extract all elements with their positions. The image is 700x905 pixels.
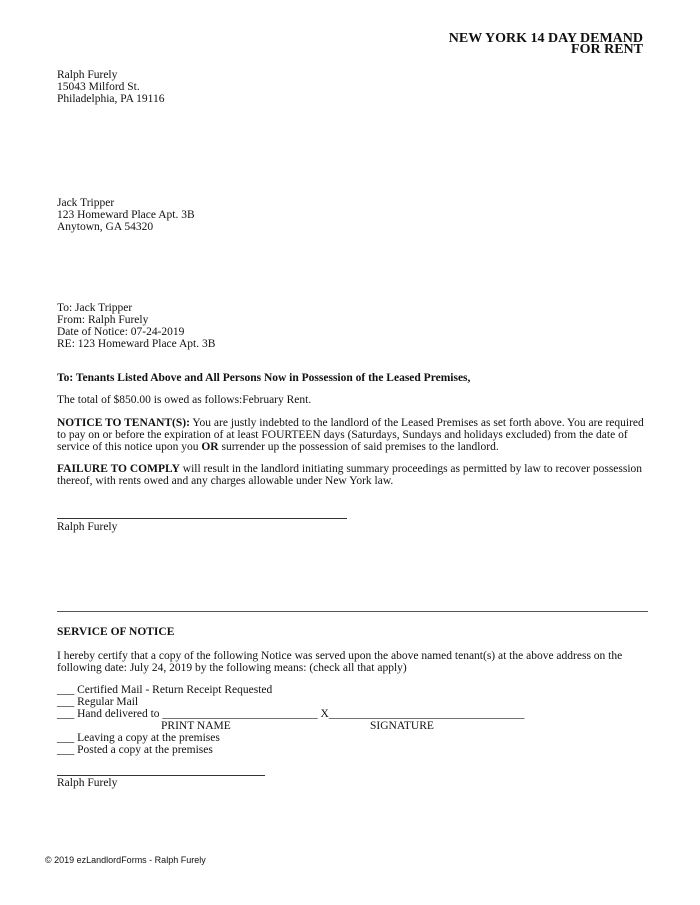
- memo-re: RE: 123 Homeward Place Apt. 3B: [57, 338, 216, 350]
- option-certified-mail[interactable]: ___ Certified Mail - Return Receipt Requested: [57, 684, 273, 696]
- print-name-label: PRINT NAME: [161, 720, 231, 732]
- option-posted-copy[interactable]: ___ Posted a copy at the premises: [57, 744, 213, 756]
- option-regular-mail[interactable]: ___ Regular Mail: [57, 696, 139, 708]
- memo-block: [57, 302, 215, 350]
- document-title: [449, 33, 643, 55]
- sender-city: Philadelphia, PA 19116: [57, 93, 165, 105]
- sender-street: 15043 Milford St.: [57, 81, 140, 93]
- landlord-signature-name: Ralph Furely: [57, 521, 118, 533]
- service-heading: SERVICE OF NOTICE: [57, 626, 175, 638]
- failure-text: will result in the landlord initiating summary proceedings as permitted by law to recover possession thereof, with rents owed and any charges allowable under New York law.: [57, 463, 643, 487]
- server-name: Ralph Furely: [57, 777, 118, 789]
- sender-name: Ralph Furely: [57, 69, 118, 81]
- hand-delivered-labels: [57, 720, 524, 732]
- recipient-street: 123 Homeward Place Apt. 3B: [57, 209, 195, 221]
- total-owed: The total of $850.00 is owed as follows:February Rent.: [57, 394, 312, 406]
- option-hand-delivered[interactable]: ___ Hand delivered to ___________________________ X__________________________________: [57, 708, 525, 720]
- title-line-1: NEW YORK 14 DAY DEMAND: [448, 31, 643, 46]
- memo-from: From: Ralph Furely: [57, 314, 149, 326]
- title-line-2: FOR RENT: [571, 42, 643, 57]
- signature-line: [57, 518, 347, 519]
- sender-address: [57, 69, 164, 105]
- service-options: [57, 684, 524, 756]
- notice-or: OR: [201, 441, 219, 453]
- notice-text-2: surrender up the possession of said premises to the landlord.: [218, 441, 499, 453]
- memo-to: To: Jack Tripper: [57, 302, 133, 314]
- server-signature-line: [57, 775, 265, 776]
- recipient-address: [57, 197, 195, 233]
- notice-label: NOTICE TO TENANT(S):: [57, 417, 190, 429]
- section-divider: [57, 611, 648, 612]
- notice-paragraph: [57, 417, 647, 453]
- option-leaving-copy[interactable]: ___ Leaving a copy at the premises: [57, 732, 220, 744]
- footer-copyright: © 2019 ezLandlordForms - Ralph Furely: [45, 855, 206, 865]
- notice-text-1: You are justly indebted to the landlord of the Leased Premises as set forth above. You are required to pay on or before the expiration of at least FOURTEEN days (Saturdays, Sundays and holidays excluded) from the date of service of this notice upon you: [57, 417, 644, 453]
- failure-label: FAILURE TO COMPLY: [57, 463, 180, 475]
- recipient-city: Anytown, GA 54320: [57, 221, 154, 233]
- service-certify: I hereby certify that a copy of the following Notice was served upon the above named tenant(s) at the above address on the following date: July 24, 2019 by the following means: (check all that apply): [57, 650, 623, 674]
- recipient-name: Jack Tripper: [57, 197, 115, 209]
- memo-date: Date of Notice: 07-24-2019: [57, 326, 185, 338]
- salutation: To: Tenants Listed Above and All Persons Now in Possession of the Leased Premises,: [57, 372, 471, 384]
- failure-paragraph: [57, 463, 647, 487]
- signature-label: SIGNATURE: [370, 720, 434, 732]
